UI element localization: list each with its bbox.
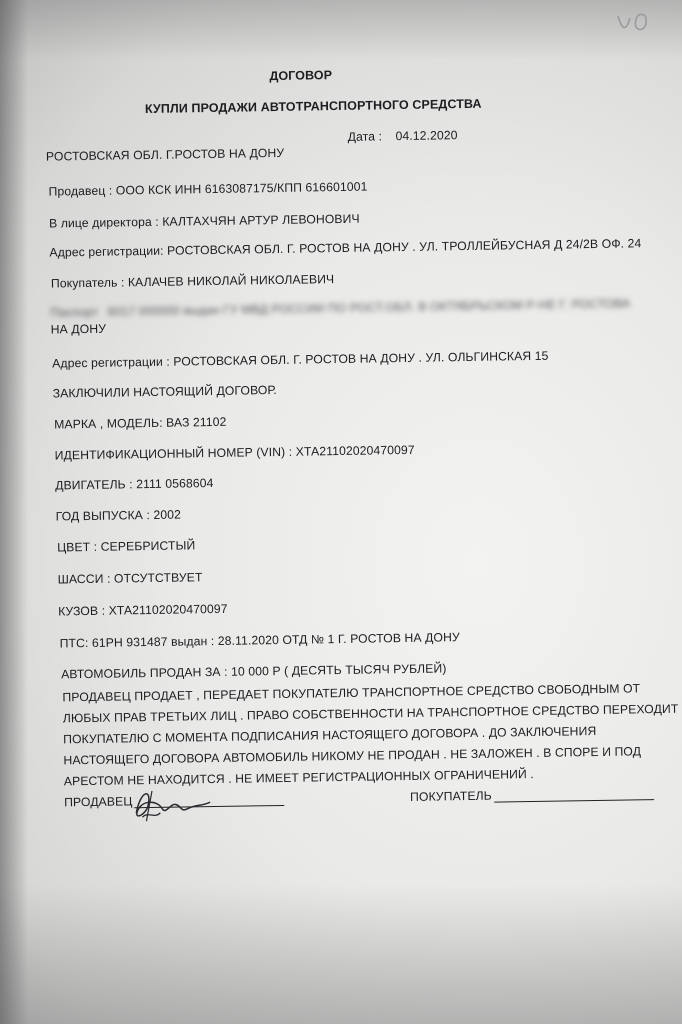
passport-redacted: 6017 000000 выдан ГУ МВД РОССИИ ПО РОСТ.ОБЛ. В ОКТЯБРЬСКОМ Р-НЕ Г. РОСТОВА bbox=[107, 296, 631, 319]
terms-line: ЛЮБЫХ ПРАВ ТРЕТЬИХ ЛИЦ . ПРАВО СОБСТВЕННОСТИ НА ТРАНСПОРТНОЕ СРЕДСТВО ПЕРЕХОДИТ bbox=[62, 701, 679, 726]
seller-address-line: Адрес регистрации: РОСТОВСКАЯ ОБЛ. Г. РОСТОВ НА ДОНУ . УЛ. ТРОЛЛЕЙБУСНАЯ Д 24/2В ОФ. 24 bbox=[49, 236, 642, 260]
contract-place: РОСТОВСКАЯ ОБЛ. Г.РОСТОВ НА ДОНУ bbox=[45, 145, 285, 164]
shadow-bottom bbox=[0, 884, 682, 1024]
buyer-line: Покупатель : КАЛАЧЕВ НИКОЛАЙ НИКОЛАЕВИЧ bbox=[50, 272, 335, 291]
concluded-line: ЗАКЛЮЧИЛИ НАСТОЯЩИЙ ДОГОВОР. bbox=[52, 383, 277, 401]
passport-line bbox=[50, 296, 630, 319]
buyer-sign-label: ПОКУПАТЕЛЬ bbox=[409, 788, 492, 804]
buyer-sign-line bbox=[494, 785, 654, 803]
seller-sign-label: ПРОДАВЕЦ bbox=[64, 794, 133, 810]
passport-continuation: НА ДОНУ bbox=[50, 321, 107, 337]
date-label: Дата : bbox=[347, 129, 383, 144]
terms-line: АРЕСТОМ НЕ НАХОДИТСЯ . НЕ ИМЕЕТ РЕГИСТРАЦИОННЫХ ОГРАНИЧЕНИЙ . bbox=[63, 767, 534, 789]
buyer-address-line: Адрес регистрации : РОСТОВСКАЯ ОБЛ. Г. РОСТОВ НА ДОНУ . УЛ. ОЛЬГИНСКАЯ 15 bbox=[52, 348, 549, 371]
vin-line: ИДЕНТИФИКАЦИОННЫЙ НОМЕР (VIN) : ХТА21102020470097 bbox=[54, 442, 415, 463]
date-value: 04.12.2020 bbox=[395, 128, 458, 144]
terms-line: НАСТОЯЩЕГО ДОГОВОРА АВТОМОБИЛЬ НИКОМУ НЕ ПРОДАН . НЕ ЗАЛОЖЕН . В СПОРЕ И ПОД bbox=[63, 744, 642, 768]
shadow-left bbox=[0, 0, 28, 1024]
price-line: АВТОМОБИЛЬ ПРОДАН ЗА : 10 000 Р ( ДЕСЯТЬ ТЫСЯЧ РУБЛЕЙ) bbox=[61, 661, 447, 682]
terms-line: ПОКУПАТЕЛЮ С МОМЕНТА ПОДПИСАНИЯ НАСТОЯЩЕГО ДОГОВОРА . ДО ЗАКЛЮЧЕНИЯ bbox=[63, 724, 597, 747]
contract-date bbox=[348, 128, 458, 144]
make-model-line: МАРКА , МОДЕЛЬ: ВАЗ 21102 bbox=[54, 414, 227, 432]
terms-line: ПРОДАВЕЦ ПРОДАЕТ , ПЕРЕДАЕТ ПОКУПАТЕЛЮ ТРАНСПОРТНОЕ СРЕДСТВО СВОБОДНЫМ ОТ bbox=[62, 681, 641, 705]
passport-label: Паспорт bbox=[50, 304, 99, 320]
body-line: КУЗОВ : ХТА21102020470097 bbox=[58, 601, 228, 619]
document-title: ДОГОВОР bbox=[269, 68, 333, 84]
color-line: ЦВЕТ : СЕРЕБРИСТЫЙ bbox=[57, 538, 196, 555]
handwritten-signature bbox=[118, 782, 229, 826]
year-line: ГОД ВЫПУСКА : 2002 bbox=[55, 507, 182, 524]
pts-line: ПТС: 61РН 931487 выдан : 28.11.2020 ОТД № 1 Г. РОСТОВ НА ДОНУ bbox=[59, 630, 460, 651]
engine-line: ДВИГАТЕЛЬ : 2111 0568604 bbox=[55, 476, 214, 493]
document-subtitle: КУПЛИ ПРОДАЖИ АВТОТРАНСПОРТНОГО СРЕДСТВА bbox=[144, 96, 482, 117]
seller-line: Продавец : ООО КСК ИНН 6163087175/КПП 616601001 bbox=[48, 179, 368, 199]
buyer-signature-field bbox=[410, 785, 654, 804]
terms-paragraph bbox=[62, 678, 679, 792]
director-line: В лице директора : КАЛТАХЧЯН АРТУР ЛЕВОНОВИЧ bbox=[48, 211, 360, 231]
chassis-line: ШАССИ : ОТСУТСТВУЕТ bbox=[57, 570, 203, 587]
